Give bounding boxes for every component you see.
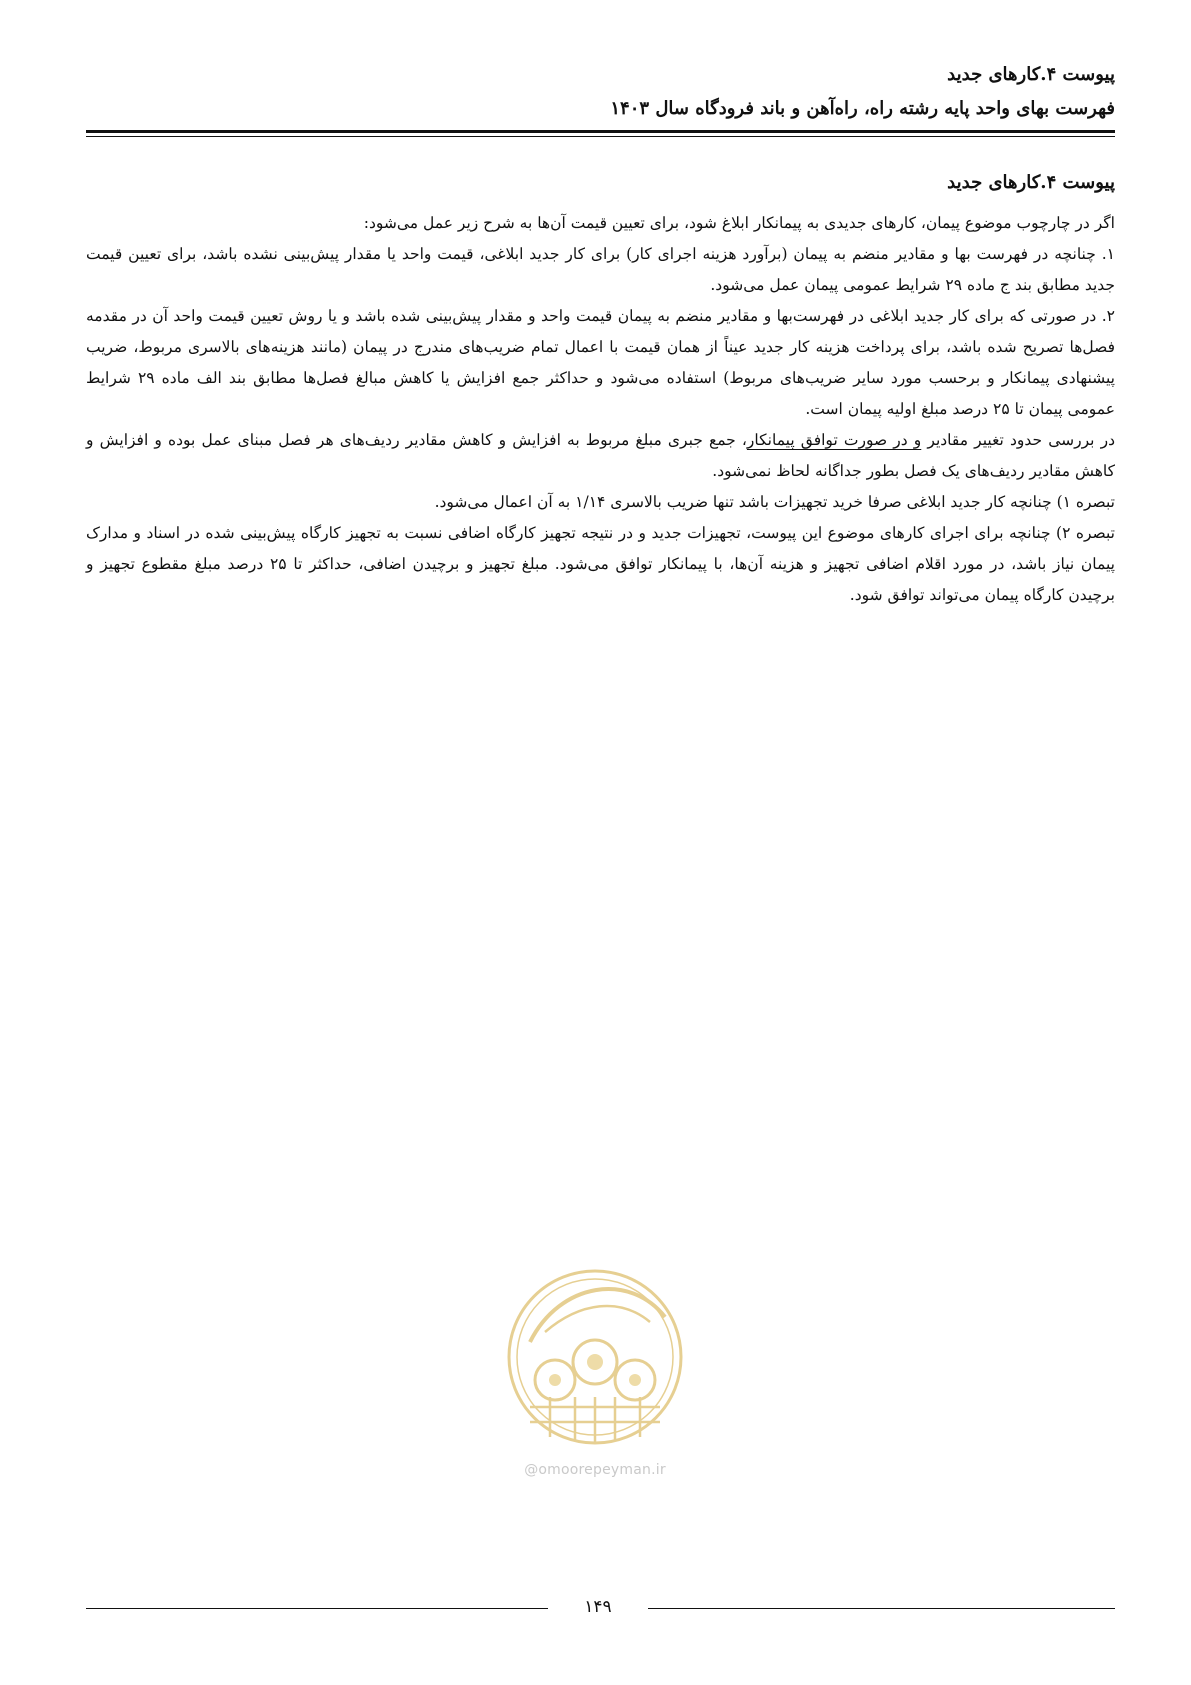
header-chapter-title: پیوست ۴.کارهای جدید <box>947 64 1115 85</box>
footer-rule-left <box>86 1608 548 1609</box>
review-paragraph <box>86 425 1115 487</box>
note-2-paragraph: تبصره ۲) چنانچه برای اجرای کارهای موضوع این پیوست، تجهیزات جدید و در نتیجه تجهیز کارگاه اضافی نسبت به تجهیز کارگاه پیش‌بینی شده در اسناد و مدارک پیمان نیاز باشد، در مورد اقلام اضافی تجهیز و هزینه آن‌ها، با پیمانکار توافق می‌شود. مبلغ تجهیز و برچیدن اضافی، حداکثر تا ۲۵ درصد مبلغ مقطوع تجهیز و برچیدن کارگاه پیمان می‌تواند توافق شود. <box>86 524 1115 604</box>
watermark-url-text: @omoorepeyman.ir <box>524 1462 666 1478</box>
item-1-paragraph: ۱. چنانچه در فهرست بها و مقادیر منضم به پیمان (برآورد هزینه اجرای کار) برای کار جدید ابلاغی، قیمت واحد یا مقدار پیش‌بینی نشده باشد، برای تعیین قیمت جدید مطابق بند ج ماده ۲۹ شرایط عمومی پیمان عمل می‌شود. <box>86 245 1115 294</box>
intro-paragraph: اگر در چارچوب موضوع پیمان، کارهای جدیدی به پیمانکار ابلاغ شود، برای تعیین قیمت آن‌ها به شرح زیر عمل می‌شود: <box>363 214 1115 232</box>
seal-logo-icon <box>500 1262 690 1462</box>
header-rule-thick <box>86 130 1115 133</box>
watermark-logo-icon <box>500 1262 690 1462</box>
document-body <box>86 166 1115 611</box>
header-book-title: فهرست بهای واحد پایه رشته راه، راه‌آهن و باند فرودگاه سال ۱۴۰۳ <box>610 98 1115 119</box>
review-text-end: ، جمع جبری مبلغ مربوط به افزایش و کاهش مقادیر ردیف‌های هر فصل مبنای عمل بوده و افزایش و کاهش مقادیر ردیف‌های یک فصل بطور جداگانه لحاظ نمی‌شود. <box>86 431 1115 480</box>
footer-rule-right <box>648 1608 1115 1609</box>
header-rule-thin <box>86 136 1115 137</box>
review-underlined-text: و در صورت توافق پیمانکار <box>746 431 922 449</box>
note-1-paragraph: تبصره ۱) چنانچه کار جدید ابلاغی صرفا خرید تجهیزات باشد تنها ضریب بالاسری ۱/۱۴ به آن اعمال می‌شود. <box>434 493 1115 511</box>
item-2-paragraph: ۲. در صورتی که برای کار جدید ابلاغی در فهرست‌بها و مقادیر منضم به پیمان قیمت واحد و مقدار پیش‌بینی شده باشد و یا روش تعیین قیمت واحد آن در مقدمه فصل‌ها تصریح شده باشد، برای پرداخت هزینه کار جدید عیناً از همان قیمت با اعمال تمام ضریب‌های مندرج در پیمان (مانند هزینه‌های بالاسری مربوط، ضریب پیشنهادی پیمانکار و برحسب مورد سایر ضریب‌های مربوط) استفاده می‌شود و حداکثر جمع افزایش یا کاهش مبالغ فصل‌ها مطابق بند الف ماده ۲۹ شرایط عمومی پیمان تا ۲۵ درصد مبلغ اولیه پیمان است. <box>86 307 1115 418</box>
review-text-start: در بررسی حدود تغییر مقادیر <box>921 431 1115 449</box>
section-title: پیوست ۴.کارهای جدید <box>947 172 1115 193</box>
page-header <box>86 58 1115 126</box>
page-number: ۱۴۹ <box>584 1597 612 1617</box>
